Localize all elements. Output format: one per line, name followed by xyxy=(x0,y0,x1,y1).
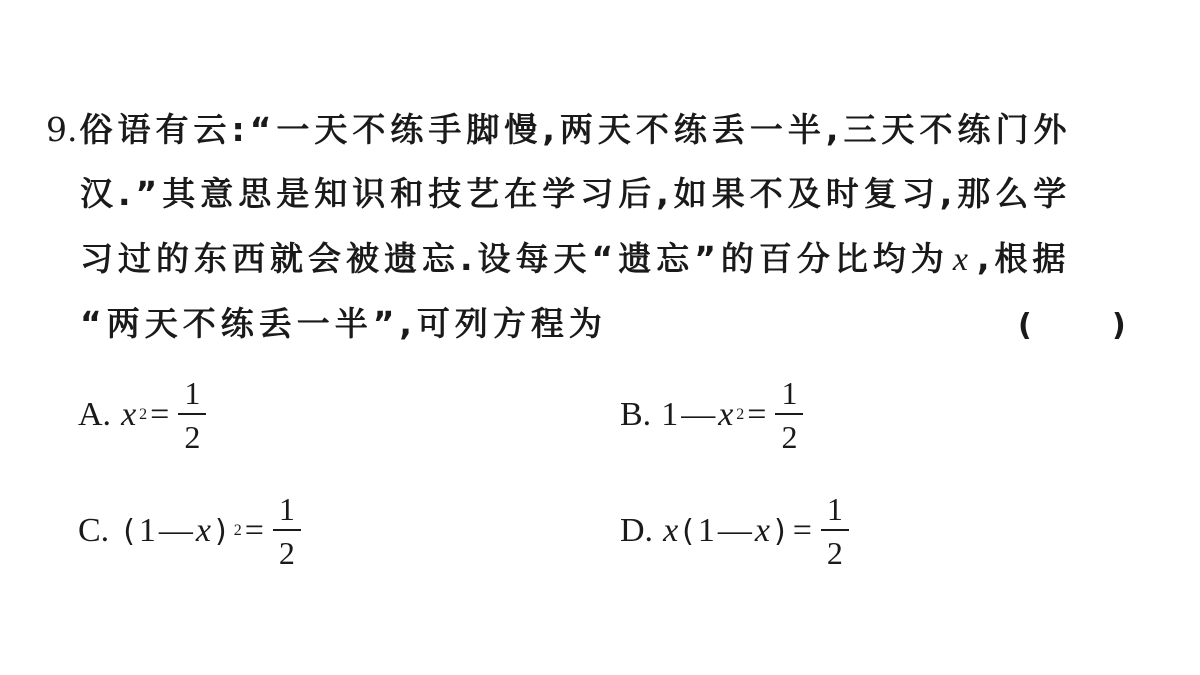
option-b-var: x xyxy=(718,396,734,433)
option-d-num: 1 xyxy=(826,491,843,527)
option-d-eq: = xyxy=(792,512,812,549)
option-a-num: 1 xyxy=(184,375,201,411)
option-a-letter: A. xyxy=(78,396,112,433)
question-line-1 xyxy=(46,110,1071,150)
option-b-num: 1 xyxy=(781,375,798,411)
option-c-letter: C. xyxy=(78,512,110,549)
option-a-var: x xyxy=(121,396,137,433)
option-a-eq: = xyxy=(150,396,170,433)
option-a[interactable] xyxy=(78,370,206,460)
option-d-fraction xyxy=(821,493,849,569)
option-b-eq: = xyxy=(747,396,767,433)
option-d-minus: — xyxy=(717,512,752,549)
option-d[interactable] xyxy=(620,486,849,576)
option-b-letter: B. xyxy=(620,396,652,433)
option-c[interactable] xyxy=(78,486,301,576)
question-number: 9. xyxy=(46,110,78,149)
option-b-fraction xyxy=(775,377,803,453)
variable-x: x xyxy=(952,241,974,278)
option-b-den: 2 xyxy=(781,419,798,455)
fraction-bar xyxy=(178,413,206,415)
option-b-one: 1 xyxy=(661,396,679,433)
option-d-var-outer: x xyxy=(663,512,679,549)
option-c-minus: — xyxy=(158,512,193,549)
option-a-fraction xyxy=(178,377,206,453)
option-d-rparen: ) xyxy=(773,513,786,549)
option-c-var: x xyxy=(195,512,211,549)
option-d-lparen: ( xyxy=(682,513,694,549)
option-b-minus: — xyxy=(681,396,716,433)
answer-paren-open: ( xyxy=(1018,308,1032,343)
question-line-4: “两天不练丢一半”,可列方程为 xyxy=(80,304,607,343)
option-a-den: 2 xyxy=(184,419,201,455)
fraction-bar xyxy=(821,529,849,531)
option-d-var: x xyxy=(754,512,770,549)
option-d-den: 2 xyxy=(826,535,843,571)
option-d-one: 1 xyxy=(697,512,715,549)
option-b-exp: 2 xyxy=(736,406,745,423)
question-line-2: 汉.”其意思是知识和技艺在学习后,如果不及时复习,那么学 xyxy=(80,174,1072,213)
question-text-3b: ,根据 xyxy=(977,239,1071,278)
option-d-letter: D. xyxy=(620,512,654,549)
fraction-bar xyxy=(775,413,803,415)
option-b[interactable] xyxy=(620,370,803,460)
question-text-3a: 习过的东西就会被遗忘.设每天“遗忘”的百分比均为 xyxy=(80,239,949,278)
option-c-fraction xyxy=(273,493,301,569)
option-c-lparen: ( xyxy=(123,513,135,549)
option-c-den: 2 xyxy=(278,535,295,571)
option-a-exp: 2 xyxy=(139,406,148,423)
fraction-bar xyxy=(273,529,301,531)
question-line-3 xyxy=(80,239,1071,280)
option-c-one: 1 xyxy=(138,512,156,549)
option-c-eq: = xyxy=(244,512,264,549)
option-c-exp: 2 xyxy=(233,522,242,539)
answer-paren-close: ) xyxy=(1112,308,1126,343)
option-c-num: 1 xyxy=(278,491,295,527)
question-text-1: 俗语有云:“一天不练手脚慢,两天不练丢一半,三天不练门外 xyxy=(79,110,1072,149)
option-c-rparen: ) xyxy=(215,513,227,549)
